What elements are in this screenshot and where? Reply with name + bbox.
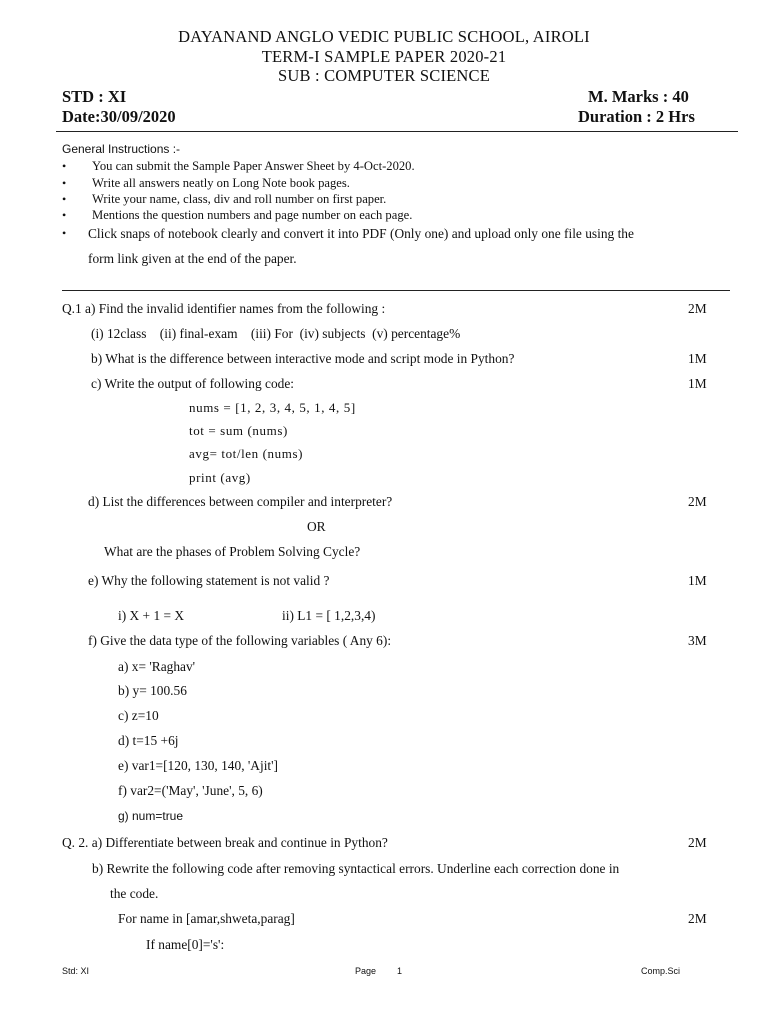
q1a-marks: 2M <box>688 301 707 316</box>
q1b-marks: 1M <box>688 351 707 366</box>
exam-date: Date:30/09/2020 <box>62 107 176 126</box>
q2b-text-continued: the code. <box>110 886 159 901</box>
bullet-icon: • <box>62 192 67 206</box>
variable-item: a) x= 'Raghav' <box>118 659 196 674</box>
instruction-item: Write all answers neatly on Long Note book pages. <box>92 176 350 190</box>
footer-page-label: Page <box>355 966 377 976</box>
code-line: If name[0]='s': <box>146 937 225 952</box>
q1e-statement-i: i) X + 1 = X <box>118 608 185 623</box>
header-divider <box>56 131 738 132</box>
q1d-text: d) List the differences between compiler and interpreter? <box>88 494 393 509</box>
q1d-alternative: What are the phases of Problem Solving Cycle? <box>104 544 361 559</box>
variable-item: g) num=true <box>118 809 184 823</box>
variable-item: f) var2=('May', 'June', 5, 6) <box>118 783 263 798</box>
exam-duration: Duration : 2 Hrs <box>578 107 695 126</box>
variable-item: c) z=10 <box>118 708 159 723</box>
code-line: print (avg) <box>189 470 251 485</box>
q1a-options: (i) 12class (ii) final-exam (iii) For (iv) subjects (v) percentage% <box>91 326 461 341</box>
max-marks: M. Marks : 40 <box>588 87 689 106</box>
q1b-text: b) What is the difference between interactive mode and script mode in Python? <box>91 351 515 366</box>
footer-subject: Comp.Sci <box>641 966 681 976</box>
q1e-text: e) Why the following statement is not valid ? <box>88 573 330 588</box>
instructions-heading: General Instructions :- <box>62 142 181 156</box>
code-line: avg= tot/len (nums) <box>189 446 304 461</box>
bullet-icon: • <box>62 208 67 222</box>
variable-item: d) t=15 +6j <box>118 733 179 748</box>
instruction-item-continued: form link given at the end of the paper. <box>88 251 297 266</box>
instruction-item: Click snaps of notebook clearly and convert it into PDF (Only one) and upload only one file using the <box>88 226 634 241</box>
q2a-text: Q. 2. a) Differentiate between break and continue in Python? <box>62 835 388 850</box>
q1e-statement-ii: ii) L1 = [ 1,2,3,4) <box>282 608 376 623</box>
q2b-text: b) Rewrite the following code after removing syntactical errors. Underline each correction done in <box>92 861 620 876</box>
instruction-item: You can submit the Sample Paper Answer Sheet by 4-Oct-2020. <box>92 159 415 173</box>
q1d-marks: 2M <box>688 494 707 509</box>
bullet-icon: • <box>62 176 67 190</box>
variable-item: b) y= 100.56 <box>118 683 187 698</box>
bullet-icon: • <box>62 226 67 240</box>
code-line: nums = [1, 2, 3, 4, 5, 1, 4, 5] <box>189 400 356 415</box>
subject-title: SUB : COMPUTER SCIENCE <box>277 66 491 85</box>
or-separator: OR <box>307 519 326 534</box>
bullet-icon: • <box>62 159 67 173</box>
code-line: For name in [amar,shweta,parag] <box>118 911 295 926</box>
instruction-item: Mentions the question numbers and page number on each page. <box>92 208 413 222</box>
footer-std: Std: XI <box>62 966 90 976</box>
instruction-item: Write your name, class, div and roll number on first paper. <box>92 192 387 206</box>
std-label: STD : XI <box>62 87 127 106</box>
q1f-text: f) Give the data type of the following variables ( Any 6): <box>88 633 392 648</box>
code-line: tot = sum (nums) <box>189 423 288 438</box>
q1c-text: c) Write the output of following code: <box>91 376 294 391</box>
q2b-marks: 2M <box>688 911 707 926</box>
instructions-divider <box>62 290 730 291</box>
q2a-marks: 2M <box>688 835 707 850</box>
q1f-marks: 3M <box>688 633 707 648</box>
variable-item: e) var1=[120, 130, 140, 'Ajit'] <box>118 758 279 773</box>
q1a-text: Q.1 a) Find the invalid identifier names from the following : <box>62 301 386 316</box>
q1c-marks: 1M <box>688 376 707 391</box>
school-name: DAYANAND ANGLO VEDIC PUBLIC SCHOOL, AIROLI <box>178 27 590 46</box>
q1e-marks: 1M <box>688 573 707 588</box>
footer-page-number: 1 <box>397 966 403 976</box>
exam-title: TERM-I SAMPLE PAPER 2020-21 <box>261 47 507 66</box>
